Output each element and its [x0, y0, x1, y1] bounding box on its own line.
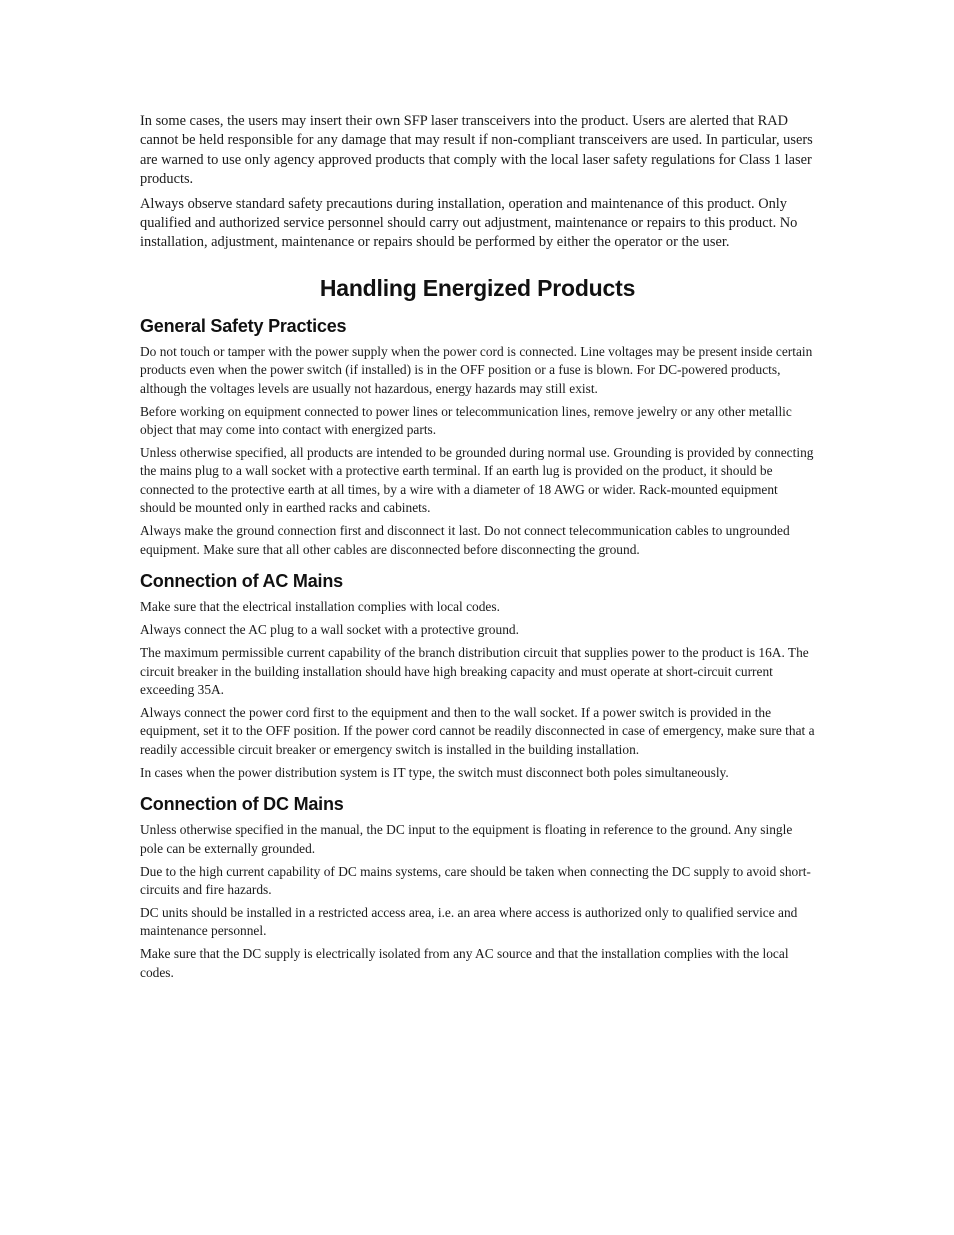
section-paragraph: Before working on equipment connected to power lines or telecommunication lines, remove jewelry or any other metallic object that may come into contact with energized parts. — [140, 403, 792, 438]
section-paragraph: Due to the high current capability of DC mains systems, care should be taken when connecting the DC supply to avoid short-circuits and fire hazards. — [140, 863, 811, 897]
intro-paragraph-1: In some cases, the users may insert their own SFP laser transceivers into the product. Users are alerted that RAD cannot be held responsible for any damage that may result if non-compliant transceivers are used. In particular, users are warned to use only agency approved products that comply with the local laser safety regulations for Class 1 laser products. — [140, 113, 813, 188]
section-paragraph: Always connect the power cord first to the equipment and then to the wall socket. If a power switch is provided in the equipment, set it to the OFF position. If the power cord cannot be readily disconnected in case of emergency, make sure that a readily accessible circuit breaker or emergency switch is installed in the building installation. — [140, 704, 815, 757]
section-paragraph: Unless otherwise specified, all products are intended to be grounded during normal use. Grounding is provided by connecting the mains plug to a wall socket with a protective earth terminal. If an earth lug is provided on the product, it should be connected to the protective earth at all times, by a wire with a diameter of 18 AWG or wider. Rack-mounted equipment should be mounted only in earthed racks and cabinets. — [140, 445, 814, 516]
intro-paragraph-2: Always observe standard safety precautions during installation, operation and maintenance of this product. Only qualified and authorized service personnel should carry out adjustment, maintenance or repairs to this product. No installation, adjustment, maintenance or repairs should be performed by either the operator or the user. — [140, 195, 798, 251]
section-paragraph: Always make the ground connection first and disconnect it last. Do not connect telecommunication cables to ungrounded equipment. Make sure that all other cables are disconnected before disconnecting the ground. — [140, 523, 790, 557]
section-paragraph: Always connect the AC plug to a wall socket with a protective ground. — [140, 622, 519, 638]
document-page — [140, 112, 815, 994]
section-paragraph: In cases when the power distribution system is IT type, the switch must disconnect both poles simultaneously. — [140, 764, 729, 780]
section-paragraph: Do not touch or tamper with the power supply when the power cord is connected. Line voltages may be present inside certain products even when the power switch (if installed) is in the OFF position or a fuse is blown. For DC-powered products, although the voltages levels are usually not hazardous, energy hazards may still exist. — [140, 343, 813, 396]
section-dc-mains — [140, 794, 815, 982]
section-paragraph: Unless otherwise specified in the manual, the DC input to the equipment is floating in reference to the ground. Any single pole can be externally grounded. — [140, 822, 793, 856]
section-heading: Connection of DC Mains — [140, 794, 344, 815]
main-title: Handling Energized Products — [319, 274, 636, 301]
section-heading: General Safety Practices — [140, 315, 347, 336]
section-heading: Connection of AC Mains — [140, 571, 343, 592]
section-paragraph: Make sure that the DC supply is electrically isolated from any AC source and that the installation complies with the local codes. — [140, 946, 789, 980]
section-general-safety — [140, 316, 815, 559]
section-paragraph: Make sure that the electrical installation complies with local codes. — [140, 599, 500, 615]
section-paragraph: The maximum permissible current capability of the branch distribution circuit that supplies power to the product is 16A. The circuit breaker in the building installation should have high breaking capacity and must operate at short-circuit current exceeding 35A. — [140, 645, 809, 697]
section-paragraph: DC units should be installed in a restricted access area, i.e. an area where access is authorized only to qualified service and maintenance personnel. — [140, 904, 798, 939]
section-ac-mains — [140, 571, 815, 782]
